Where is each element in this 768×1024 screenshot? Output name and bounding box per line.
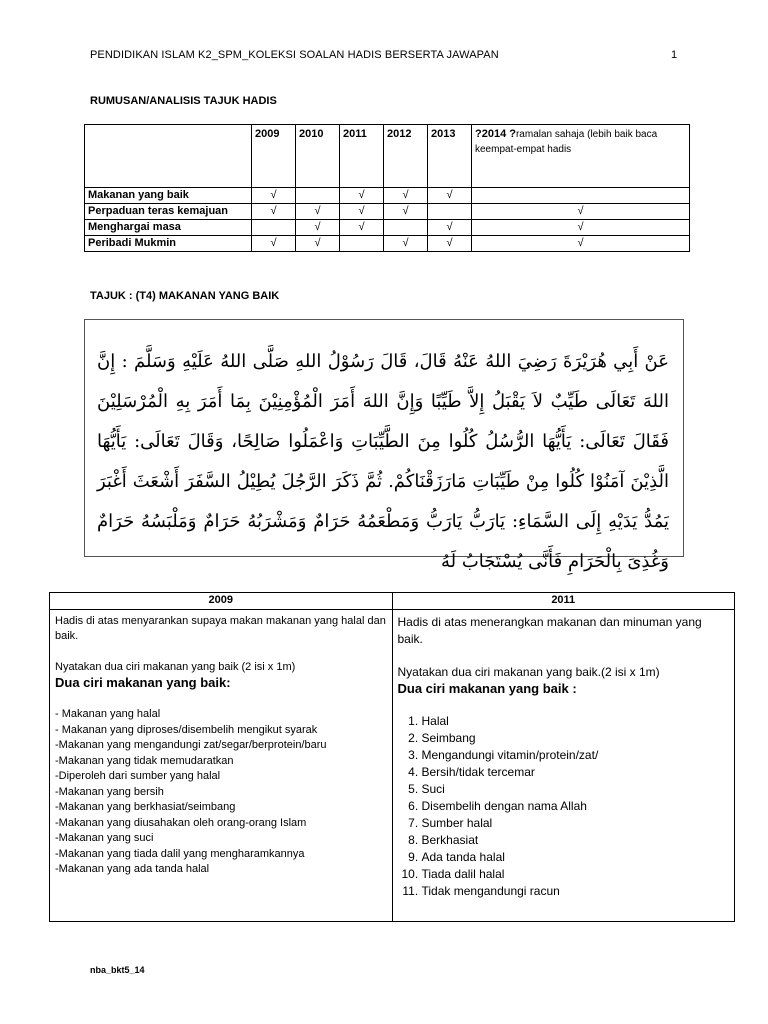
summary-row bbox=[85, 236, 690, 252]
summary-row-label: Peribadi Mukmin bbox=[85, 236, 252, 252]
summary-mark-cell: √ bbox=[428, 236, 472, 252]
answer-question: Nyatakan dua ciri makanan yang baik.(2 isi x 1m) bbox=[397, 665, 660, 679]
summary-mark-cell: √ bbox=[340, 204, 384, 220]
list-item: 9. Ada tanda halal bbox=[422, 849, 730, 866]
summary-row bbox=[85, 220, 690, 236]
summary-mark-cell: √ bbox=[252, 204, 296, 220]
summary-mark-cell bbox=[296, 188, 340, 204]
list-item: 1. Halal bbox=[422, 713, 730, 730]
answer-question: Nyatakan dua ciri makanan yang baik (2 isi x 1m) bbox=[55, 661, 296, 673]
summary-mark-cell: √ bbox=[252, 188, 296, 204]
answer-year-left: 2009 bbox=[50, 593, 393, 610]
year-header: 2012 bbox=[384, 125, 428, 188]
answer-list bbox=[398, 713, 730, 900]
footer-code: nba_bkt5_14 bbox=[90, 965, 145, 975]
summary-mark-cell: √ bbox=[252, 236, 296, 252]
answer-heading: Dua ciri makanan yang baik : bbox=[397, 681, 577, 696]
summary-forecast-cell: √ bbox=[472, 204, 690, 220]
hadith-arabic-text: عَنْ أَبِي هُرَيْرَةَ رَضِيَ اللهُ عَنْهُ قَالَ، قَالَ رَسُوْلُ اللهِ صَلَّى اللهُ عَلَيْهِ وَسَلَّمَ : إِنَّ اللهَ تَعَالَى طَيِّبٌ لاَ يَقْبَلُ إِلاَّ طَيِّبًا وَإِنَّ اللهَ أَمَرَ الْمُؤْمِنِيْنَ بِمَا أَمَرَ بِهِ الْمُرْسَلِيْنَ فَقَالَ تَعَالَى: يَأَيُّهَا الرُّسُلُ كُلُوا مِنَ الطَّيِّبَاتِ وَاعْمَلُوا صَالِحًا، وَقَالَ تَعَالَى: يَأَيُّهَا الَّذِيْنَ آمَنُوْا كُلُوا مِنْ طَيِّبَاتِ مَارَزَقْنَاكُمْ. ثُمَّ ذَكَرَ الرَّجُلَ يُطِيْلُ السَّفَرَ أَشْعَثَ أَغْبَرَ يَمُدُّ يَدَيْهِ إِلَى السَّمَاءِ: يَارَبُّ يَارَبُّ وَمَطْعَمُهُ حَرَامٌ وَمَشْرَبُهُ حَرَامٌ وَمَلْبَسُهُ حَرَامٌ وَغُذِىَ بِالْحَرَامِ فَأَنَّى يُسْتَجَابُ لَهُ bbox=[97, 351, 669, 572]
forecast-header bbox=[472, 125, 690, 188]
year-header: 2011 bbox=[340, 125, 384, 188]
summary-mark-cell: √ bbox=[340, 188, 384, 204]
answer-intro: Hadis di atas menerangkan makanan dan minuman yang baik. bbox=[397, 615, 702, 646]
answers-content-row bbox=[50, 610, 735, 922]
answer-list bbox=[55, 707, 387, 878]
summary-mark-cell bbox=[340, 236, 384, 252]
summary-row bbox=[85, 188, 690, 204]
summary-body bbox=[85, 188, 690, 252]
summary-header-row bbox=[85, 125, 690, 188]
topic-title: TAJUK : (T4) MAKANAN YANG BAIK bbox=[90, 290, 280, 302]
answers-table bbox=[49, 592, 735, 922]
summary-mark-cell: √ bbox=[296, 204, 340, 220]
summary-row-label: Perpaduan teras kemajuan bbox=[85, 204, 252, 220]
summary-table bbox=[84, 124, 690, 252]
summary-mark-cell: √ bbox=[340, 220, 384, 236]
answer-intro: Hadis di atas menyarankan supaya makan makanan yang halal dan baik. bbox=[55, 615, 386, 642]
summary-mark-cell bbox=[428, 204, 472, 220]
list-item: -Diperoleh dari sumber yang halal bbox=[55, 770, 221, 782]
list-item: - Makanan yang halal bbox=[55, 708, 161, 720]
list-item: 6. Disembelih dengan nama Allah bbox=[422, 798, 730, 815]
summary-mark-cell: √ bbox=[428, 188, 472, 204]
summary-mark-cell: √ bbox=[384, 236, 428, 252]
answer-column-left bbox=[50, 610, 393, 922]
summary-title: RUMUSAN/ANALISIS TAJUK HADIS bbox=[90, 95, 277, 107]
summary-row-label: Menghargai masa bbox=[85, 220, 252, 236]
list-item: 11. Tidak mengandungi racun bbox=[422, 883, 730, 900]
summary-mark-cell: √ bbox=[296, 236, 340, 252]
list-item: 2. Seimbang bbox=[422, 730, 730, 747]
answers-year-row bbox=[50, 593, 735, 610]
list-item: -Makanan yang berkhasiat/seimbang bbox=[55, 801, 236, 813]
summary-row-label: Makanan yang baik bbox=[85, 188, 252, 204]
year-header: 2010 bbox=[296, 125, 340, 188]
answer-heading: Dua ciri makanan yang baik: bbox=[55, 675, 231, 690]
summary-mark-cell bbox=[384, 220, 428, 236]
list-item: 7. Sumber halal bbox=[422, 815, 730, 832]
answer-column-right bbox=[392, 610, 735, 922]
list-item: -Makanan yang tidak memudaratkan bbox=[55, 754, 234, 767]
list-item: - Makanan yang diproses/disembelih mengikut syarak bbox=[55, 723, 318, 736]
summary-mark-cell bbox=[252, 220, 296, 236]
answer-year-right: 2011 bbox=[392, 593, 735, 610]
list-item: -Makanan yang tiada dalil yang mengharamkannya bbox=[55, 847, 305, 860]
list-item: -Makanan yang suci bbox=[55, 832, 154, 844]
page-number: 1 bbox=[671, 49, 678, 61]
hadith-box bbox=[84, 319, 684, 572]
list-item: 8. Berkhasiat bbox=[422, 832, 730, 849]
summary-mark-cell: √ bbox=[296, 220, 340, 236]
list-item: -Makanan yang mengandungi zat/segar/berprotein/baru bbox=[55, 739, 327, 751]
list-item: -Makanan yang diusahakan oleh orang-orang Islam bbox=[55, 816, 307, 829]
list-item: 5. Suci bbox=[422, 781, 730, 798]
forecast-year: ?2014 ? bbox=[475, 128, 516, 140]
list-item: 4. Bersih/tidak tercemar bbox=[422, 764, 730, 781]
summary-row bbox=[85, 204, 690, 220]
list-item: 10. Tiada dalil halal bbox=[422, 866, 730, 883]
summary-forecast-cell bbox=[472, 188, 690, 204]
list-item: 3. Mengandungi vitamin/protein/zat/ bbox=[422, 747, 730, 764]
year-header: 2009 bbox=[252, 125, 296, 188]
summary-mark-cell: √ bbox=[384, 188, 428, 204]
summary-forecast-cell: √ bbox=[472, 220, 690, 236]
summary-mark-cell: √ bbox=[384, 204, 428, 220]
document-header: PENDIDIKAN ISLAM K2_SPM_KOLEKSI SOALAN HADIS BERSERTA JAWAPAN bbox=[90, 49, 499, 61]
year-header: 2013 bbox=[428, 125, 472, 188]
forecast-note: ramalan sahaja (lebih baik baca keempat-empat hadis bbox=[475, 129, 658, 155]
list-item: -Makanan yang bersih bbox=[55, 785, 164, 798]
summary-forecast-cell: √ bbox=[472, 236, 690, 252]
list-item: -Makanan yang ada tanda halal bbox=[55, 863, 210, 875]
summary-header-blank bbox=[85, 125, 252, 188]
summary-mark-cell: √ bbox=[428, 220, 472, 236]
